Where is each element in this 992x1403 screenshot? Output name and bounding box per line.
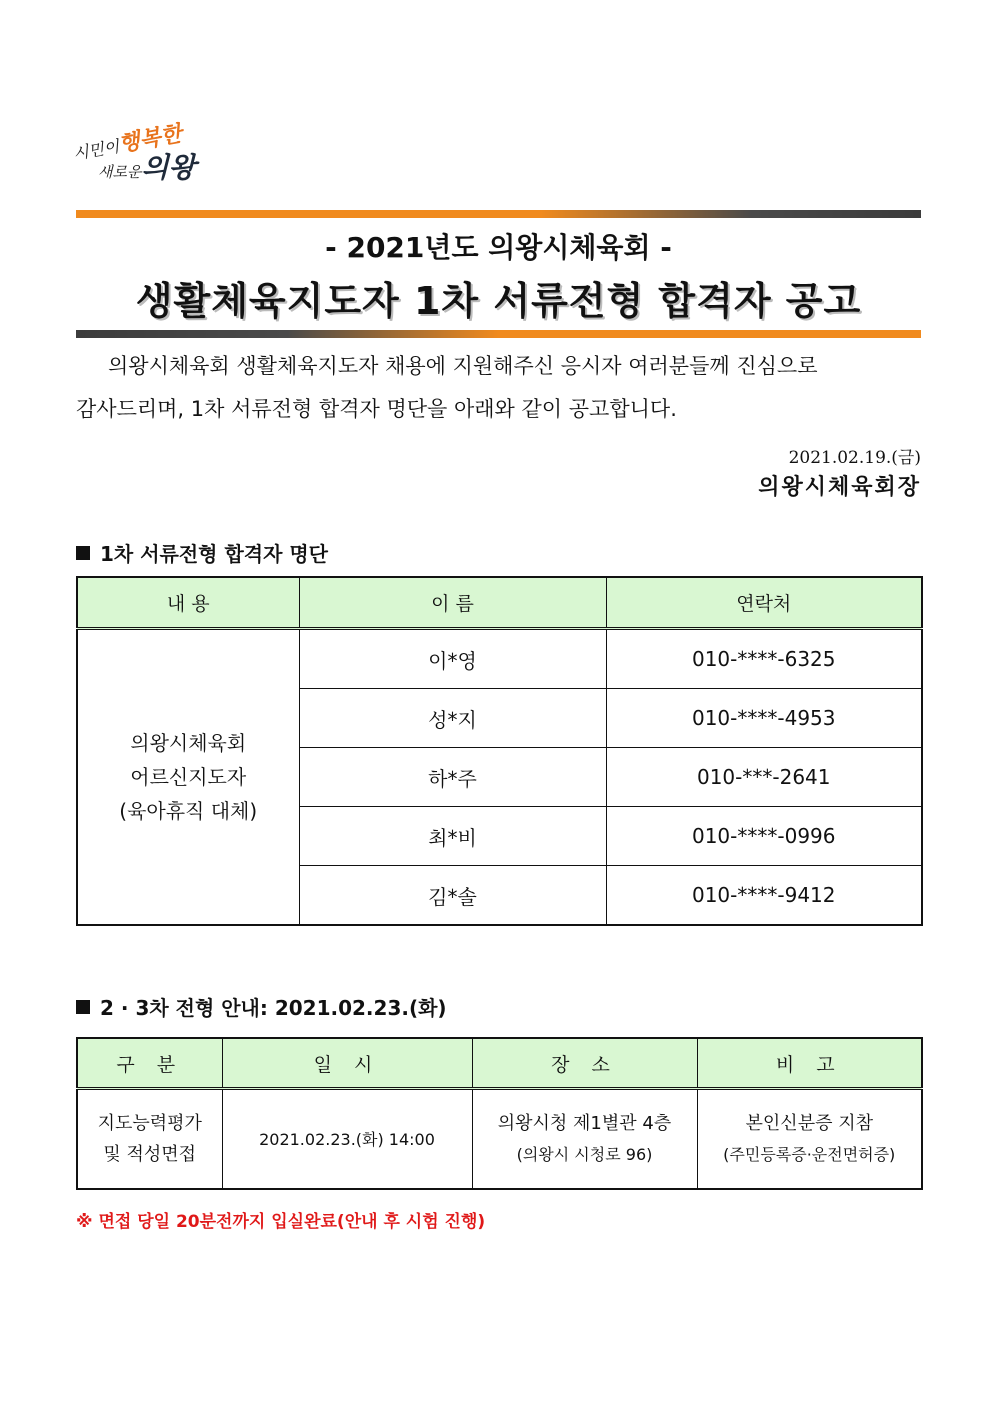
intro-line2: 감사드리며, 1차 서류전형 합격자 명단을 아래와 같이 공고합니다. <box>76 397 677 421</box>
section2-heading: 2 · 3차 전형 안내: 2021.02.23.(화) <box>76 992 447 1021</box>
place-cell: 의왕시청 제1별관 4층 (의왕시 시청로 96) <box>472 1089 697 1190</box>
intro-line1: 의왕시체육회 생활체육지도자 채용에 지원해주신 응시자 여러분들께 진심으로 <box>108 354 818 378</box>
col-header-place: 장 소 <box>472 1038 697 1089</box>
category-cell: 의왕시체육회 어르신지도자 (육아휴직 대체) <box>77 629 299 926</box>
table-header-row <box>77 1038 922 1089</box>
col-header-name: 이 름 <box>299 577 606 629</box>
header-bar-bottom <box>76 330 921 338</box>
col-header-datetime: 일 시 <box>222 1038 472 1089</box>
col-header-note: 비 고 <box>697 1038 922 1089</box>
pass-list-table <box>76 576 923 926</box>
notice-date: 2021.02.19.(금) <box>788 448 921 468</box>
table-row <box>77 629 922 689</box>
phone-cell: 010-****-6325 <box>606 629 922 689</box>
col-header-contact: 연락처 <box>606 577 922 629</box>
note-cell: 본인신분증 지참 (주민등록증·운전면허증) <box>697 1089 922 1190</box>
phone-cell: 010-****-9412 <box>606 866 922 926</box>
type-cell: 지도능력평가 및 적성면접 <box>77 1089 222 1190</box>
sub-title: - 2021년도 의왕시체육회 - <box>325 231 672 264</box>
phone-cell: 010-****-4953 <box>606 689 922 748</box>
col-header-category: 내 용 <box>77 577 299 629</box>
section1-heading: 1차 서류전형 합격자 명단 <box>76 538 328 567</box>
city-logo <box>71 118 222 184</box>
schedule-table <box>76 1037 923 1190</box>
phone-cell: 010-****-0996 <box>606 807 922 866</box>
datetime-cell: 2021.02.23.(화) 14:00 <box>222 1089 472 1190</box>
col-header-type: 구 분 <box>77 1038 222 1089</box>
name-cell: 이*영 <box>299 629 606 689</box>
name-cell: 김*솔 <box>299 866 606 926</box>
table-header-row <box>77 577 922 629</box>
name-cell: 하*주 <box>299 748 606 807</box>
notice-org: 의왕시체육회장 <box>758 474 921 500</box>
table-row <box>77 1089 922 1190</box>
square-bullet-icon <box>76 546 90 560</box>
header-bar-top <box>76 210 921 218</box>
name-cell: 성*지 <box>299 689 606 748</box>
square-bullet-icon <box>76 1000 90 1014</box>
phone-cell: 010-***-2641 <box>606 748 922 807</box>
page-title: 생활체육지도자 1차 서류전형 합격자 공고 <box>135 279 862 323</box>
logo-line2: 새로운의왕 <box>98 151 196 184</box>
footnote: ※ 면접 당일 20분전까지 입실완료(안내 후 시험 진행) <box>76 1212 486 1232</box>
intro-paragraph <box>76 345 921 431</box>
logo-line1: 시민이행복한 <box>71 120 184 164</box>
name-cell: 최*비 <box>299 807 606 866</box>
